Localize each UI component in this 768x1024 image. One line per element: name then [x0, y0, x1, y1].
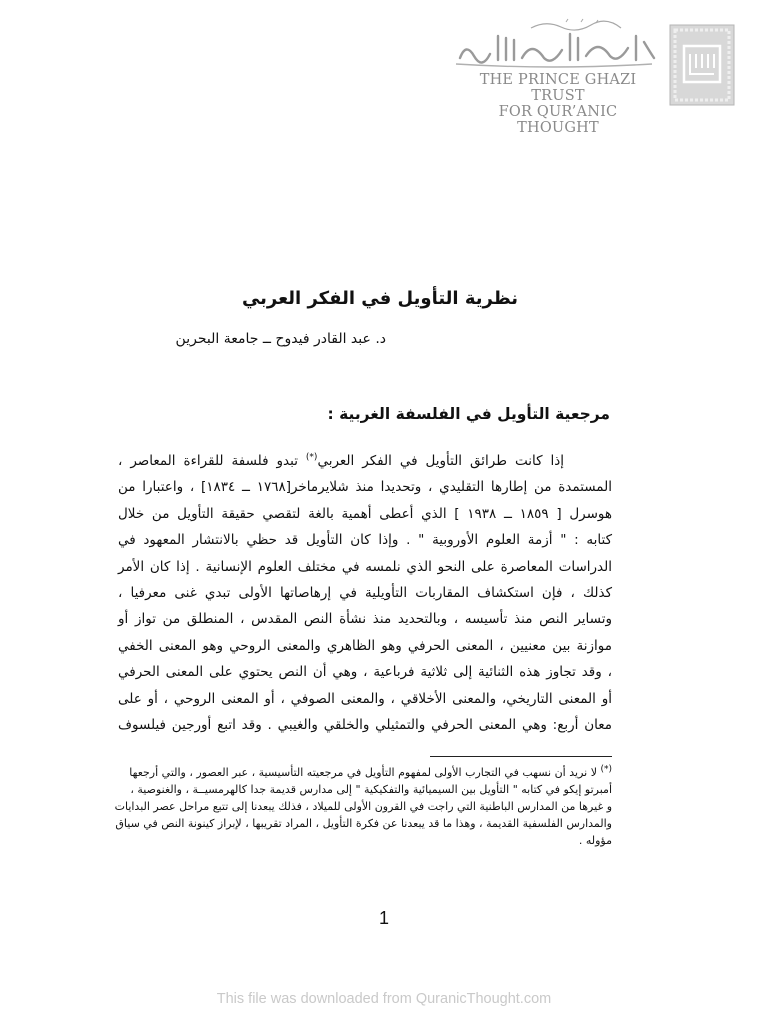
footnote-reference: (*) — [305, 452, 318, 463]
text-line: المستمدة من إطارها التقليدي ، وتحديدا منذ شلايرماخر[١٧٦٨ ــ ١٨٣٤] ، واعتبارا من — [118, 479, 612, 496]
text-line — [118, 448, 612, 474]
text-line: أو المعنى التاريخي، والمعنى الأخلاقي ، والمعنى الصوفي ، أو المعنى الروحي ، أو على — [118, 690, 612, 707]
body-paragraph — [118, 448, 612, 738]
text-line: موازنة بين معنيين ، المعنى الحرفي وهو الظاهري والمعنى الروحي وهو المعنى الخفي — [118, 637, 612, 654]
article-title: نظرية التأويل في الفكر العربي — [241, 288, 519, 309]
page-number: 1 — [378, 908, 389, 928]
footnote-line: أمبرتو إيكو في كتابه " التأويل بين السيميائية والتفكيكية " إلى مدارس قديمة جدا كالهرمسيــة ، والغنوصية ، — [130, 783, 612, 796]
author-line: د. عبد القادر فيدوح ــ جامعة البحرين — [175, 331, 386, 347]
seal-emblem-icon — [669, 24, 735, 106]
footnote-marker: (*) — [600, 764, 612, 775]
trust-logo — [226, 10, 637, 136]
text-line: الدراسات المعاصرة على النحو الذي نلمسه في مختلف العلوم الإنسانية . إذا كان الأمر — [118, 558, 612, 575]
text-line: ، وقد تجاوز هذه الثنائية إلى ثلاثية فرباعية ، وهي أن النص يحتوي على المعنى الحرفي — [118, 664, 612, 681]
text-line: وتساير النص منذ تأسيسه ، وبالتحديد منذ نشأة النص المقدس ، المنطلق من تواز أو — [118, 611, 612, 628]
footnote-line: والمدارس الفلسفية القديمة ، وهذا ما قد يبعدنا عن فكرة التأويل ، المراد تقريبها ، لإبراز كينونة النص في سياق — [115, 817, 612, 830]
arabic-calligraphy-logo — [452, 28, 658, 70]
footnote-line: و غيرها من المدارس الباطنية التي راجت في القرون الأولى للميلاد ، فذلك يبعدنا إلى تتبع مراحل عصر البدايات — [114, 800, 612, 813]
footnote-line — [129, 764, 612, 781]
text-line: معان أربع: وهي المعنى الحرفي والتمثيلي والخلقي والغيبي . وقد اتبع أورجين فيلسوف — [118, 716, 612, 733]
text-line: كذلك ، فإن استكشاف المقاربات التأويلية في إرهاصاتها الأولى تبدي غنى معرفيا ، — [118, 584, 612, 601]
footnote-line: مؤوله . — [578, 834, 612, 847]
text-line: هوسرل [ ١٨٥٩ ــ ١٩٣٨ ] الذي أعطى أهمية بالغة لتقصي حقيقة التأويل من خلال — [118, 505, 613, 522]
footnote-separator — [430, 756, 612, 757]
logo-english-line1: THE PRINCE GHAZI TRUST — [479, 72, 637, 104]
section-heading: مرجعية التأويل في الفلسفة الغربية : — [327, 405, 610, 423]
footnote-text: لا نريد أن نسهب في التجارب الأولى لمفهوم التأويل في مرجعيته التأسيسية ، عبر العصور ، والتي أرجعها — [129, 766, 601, 779]
text-line: كتابه : " أزمة العلوم الأوروبية " . وإذا كان التأويل قد حظي بالانتشار المعهود في — [118, 532, 612, 549]
logo-english-name — [458, 72, 658, 136]
footnote — [114, 764, 612, 849]
logo-english-line2: FOR QUR’ANIC THOUGHT — [498, 104, 618, 136]
text-fragment: إذا كانت طرائق التأويل في الفكر العربي — [317, 453, 564, 469]
text-fragment: تبدو فلسفة للقراءة المعاصر ، — [118, 453, 306, 469]
download-watermark: This file was downloaded from QuranicThought.com — [216, 991, 552, 1007]
